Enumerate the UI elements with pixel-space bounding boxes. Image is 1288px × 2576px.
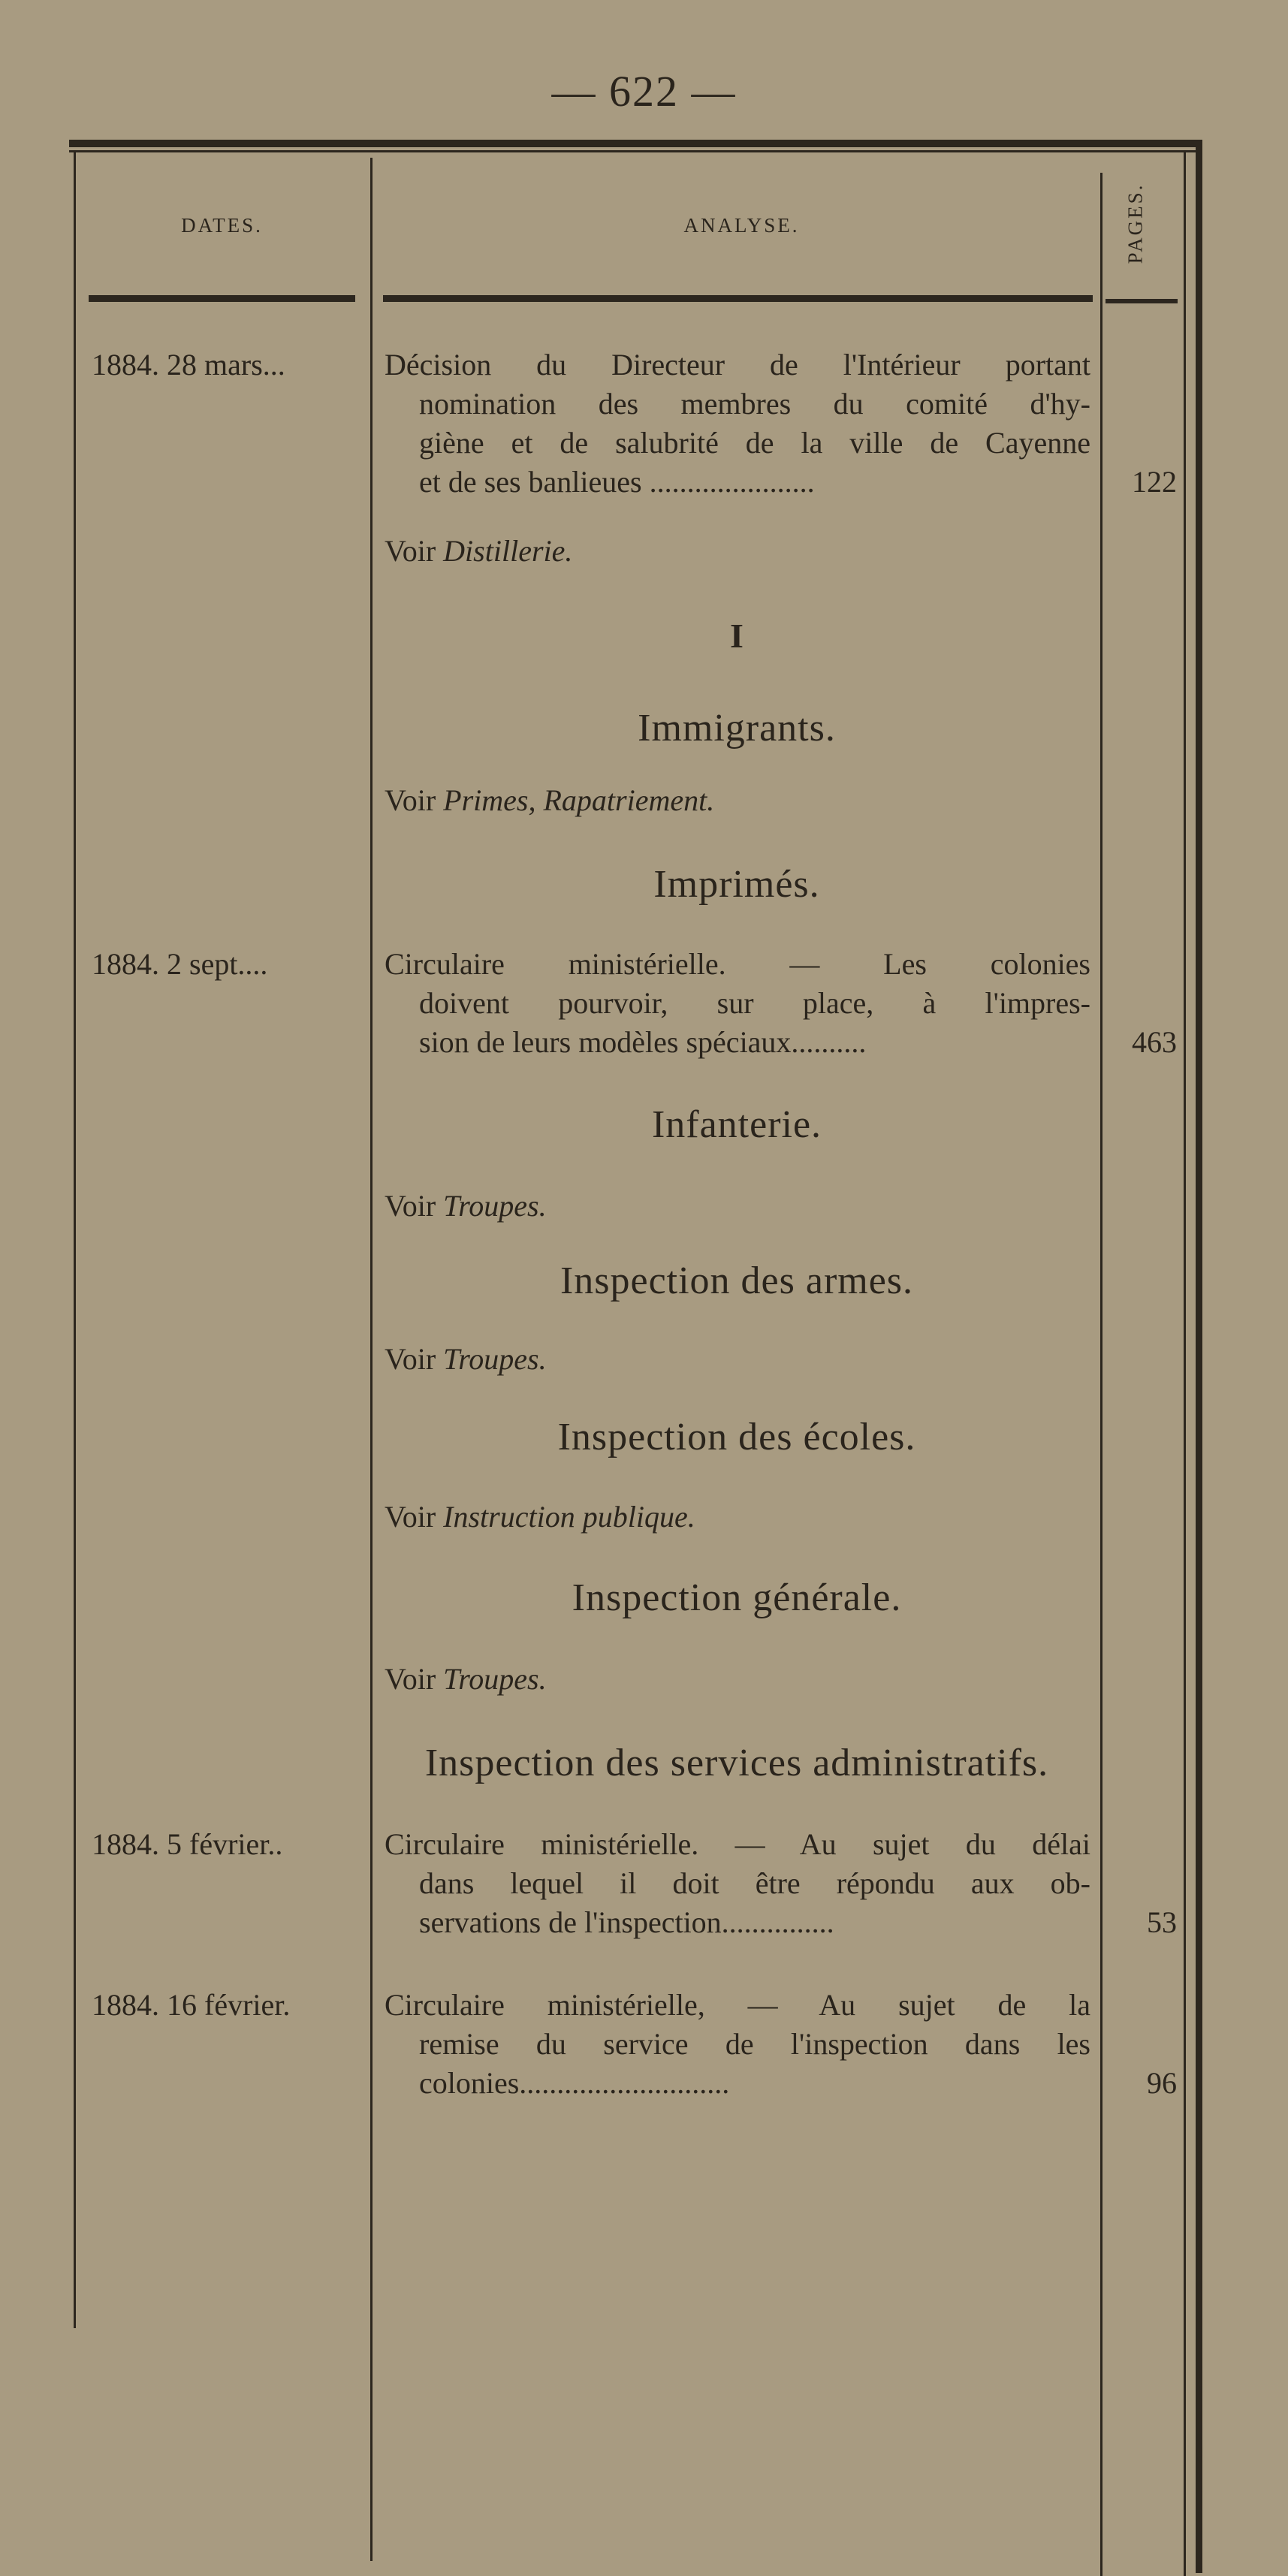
entry-line: servations de l'inspection............... (419, 1905, 834, 1939)
entry-date: 1884. 28 mars... (92, 348, 285, 382)
voir-reference: Voir Distillerie. (385, 534, 573, 568)
entry-line: Circulaire ministérielle. — Au sujet du délai (385, 1827, 1090, 1861)
index-heading: Immigrants. (638, 707, 836, 750)
column-header-analyse: ANALYSE. (683, 214, 800, 237)
header-underline-analyse (383, 295, 1093, 302)
entry-page: 463 (1132, 1025, 1177, 1059)
entry-page: 53 (1147, 1905, 1177, 1939)
entry-text (385, 1825, 1090, 1942)
entry-line: remise du service de l'inspection dans les (419, 2027, 1090, 2061)
entry-date: 1884. 16 février. (92, 1988, 291, 2022)
column-header-pages: PAGES. (1124, 182, 1147, 264)
index-heading: Infanterie. (651, 1103, 822, 1146)
header-underline-dates (89, 295, 355, 302)
voir-reference: Voir Primes, Rapatriement. (385, 783, 715, 817)
voir-reference: Voir Troupes. (385, 1189, 547, 1223)
frame-right-inner-rule (1184, 150, 1186, 2576)
frame-right-rule (1196, 140, 1202, 2573)
column-divider-pages (1100, 173, 1102, 2576)
entry-page: 96 (1147, 2066, 1177, 2100)
entry-line: Décision du Directeur de l'Intérieur portant (385, 348, 1090, 382)
entry-line: sion de leurs modèles spéciaux.......... (419, 1025, 867, 1059)
index-heading: Inspection des écoles. (557, 1416, 916, 1458)
entry-line: nomination des membres du comité d'hy- (419, 387, 1090, 421)
entry-line: Circulaire ministérielle. — Les colonies (385, 947, 1090, 981)
index-heading: Inspection des services administratifs. (424, 1742, 1049, 1784)
frame-top-rule (69, 140, 1196, 147)
page-number: — 622 — (551, 67, 737, 116)
entry-line: giène et de salubrité de la ville de Cayenne (419, 426, 1090, 460)
entry-line: dans lequel il doit être répondu aux ob- (419, 1866, 1090, 1900)
column-divider-dates (370, 158, 373, 2561)
entry-line: Circulaire ministérielle, — Au sujet de la (385, 1988, 1090, 2022)
index-heading: Imprimés. (653, 863, 820, 906)
entry-text (385, 945, 1090, 1062)
voir-reference: Voir Troupes. (385, 1662, 547, 1696)
entry-date: 1884. 2 sept.... (92, 947, 268, 981)
voir-reference: Voir Troupes. (385, 1342, 547, 1376)
header-underline-pages (1106, 299, 1178, 303)
entry-line: colonies............................ (419, 2066, 730, 2100)
section-letter: I (730, 617, 744, 655)
entry-date: 1884. 5 février.. (92, 1827, 283, 1861)
frame-top-thin-rule (69, 150, 1196, 152)
entry-page: 122 (1132, 465, 1177, 499)
column-header-dates: DATES. (181, 214, 263, 237)
index-heading: Inspection générale. (572, 1576, 902, 1619)
entry-text (385, 1986, 1090, 2103)
entry-line: et de ses banlieues ...................... (419, 465, 815, 499)
index-heading: Inspection des armes. (560, 1259, 914, 1302)
frame-left-rule (74, 150, 76, 2328)
voir-reference: Voir Instruction publique. (385, 1500, 695, 1534)
entry-text (385, 345, 1090, 502)
entry-line: doivent pourvoir, sur place, à l'impres- (419, 986, 1090, 1020)
